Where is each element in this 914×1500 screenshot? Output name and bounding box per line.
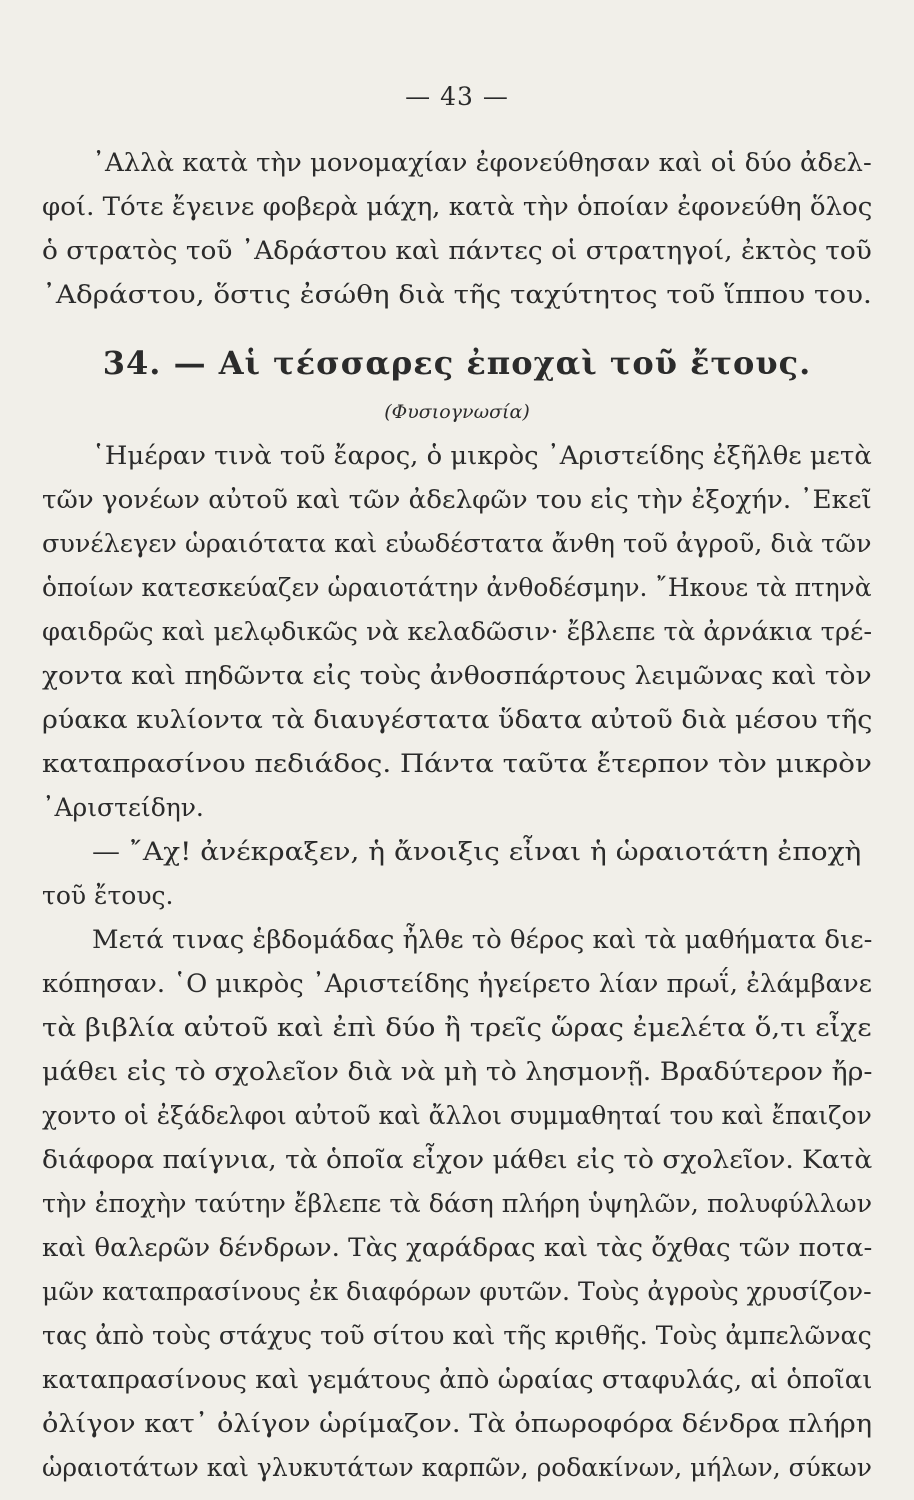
text-line: ρύακα κυλίοντα τὰ διαυγέστατα ὕδατα αὐτοῦ διὰ μέσου τῆς — [42, 705, 873, 734]
text-line: χοντο οἱ ἐξάδελφοι αὐτοῦ καὶ ἄλλοι συμμαθηταί του καὶ ἔπαιζον — [42, 1101, 872, 1130]
text-line: ᾿Αλλὰ κατὰ τὴν μονομαχίαν ἐφονεύθησαν καὶ οἱ δύο ἀδελ- — [92, 148, 872, 177]
text-line: ὡραιοτάτων καὶ γλυκυτάτων καρπῶν, ροδακίνων, μήλων, σύκων — [42, 1453, 872, 1482]
text-line: — ῎Αχ! ἀνέκραξεν, ἡ ἄνοιξις εἶναι ἡ ὡραιοτάτη ἐποχὴ — [92, 837, 862, 866]
section-heading: 34. — Αἱ τέσσαρες ἐποχαὶ τοῦ ἔτους. — [102, 344, 812, 382]
text-line: τοῦ ἔτους. — [42, 881, 174, 910]
text-line: χοντα καὶ πηδῶντα εἰς τοὺς ἀνθοσπάρτους λειμῶνας καὶ τὸν — [42, 661, 872, 690]
text-line: καταπρασίνου πεδιάδος. Πάντα ταῦτα ἔτερπον τὸν μικρὸν — [42, 749, 872, 778]
text-line: κόπησαν. ῾Ο μικρὸς ᾿Αριστείδης ἠγείρετο λίαν πρωΐ, ἐλάμβανε — [42, 969, 873, 998]
text-line: μάθει εἰς τὸ σχολεῖον διὰ νὰ μὴ τὸ λησμονῇ. Βραδύτερον ἤρ- — [42, 1057, 873, 1086]
text-line: συνέλεγεν ὡραιότατα καὶ εὐωδέστατα ἄνθη τοῦ ἀγροῦ, διὰ τῶν — [42, 529, 872, 558]
text-line: ᾿Αριστείδην. — [42, 793, 204, 822]
page-number: — 43 — — [405, 82, 509, 111]
text-line: Μετά τινας ἑβδομάδας ἦλθε τὸ θέρος καὶ τὰ μαθήματα διε- — [92, 925, 873, 954]
text-line: τας ἀπὸ τοὺς στάχυς τοῦ σίτου καὶ τῆς κριθῆς. Τοὺς ἀμπελῶνας — [42, 1321, 872, 1350]
section-subtitle: (Φυσιογνωσία) — [384, 401, 530, 423]
text-line: φοί. Τότε ἔγεινε φοβερὰ μάχη, κατὰ τὴν ὁποίαν ἐφονεύθη ὅλος — [42, 192, 873, 221]
text-line: ᾿Αδράστου, ὅστις ἐσώθη διὰ τῆς ταχύτητος τοῦ ἵππου του. — [42, 280, 872, 309]
text-line: ὁ στρατὸς τοῦ ᾿Αδράστου καὶ πάντες οἱ στρατηγοί, ἐκτὸς τοῦ — [42, 236, 872, 265]
text-line: ὁποίων κατεσκεύαζεν ὡραιοτάτην ἀνθοδέσμην. ῎Ηκουε τὰ πτηνὰ — [42, 573, 872, 602]
text-line: φαιδρῶς καὶ μελῳδικῶς νὰ κελαδῶσιν· ἔβλεπε τὰ ἀρνάκια τρέ- — [42, 617, 873, 646]
text-line: ῾Ημέραν τινὰ τοῦ ἔαρος, ὁ μικρὸς ᾿Αριστείδης ἐξῆλθε μετὰ — [92, 441, 872, 470]
text-line: καὶ θαλερῶν δένδρων. Τὰς χαράδρας καὶ τὰς ὄχθας τῶν ποτα- — [42, 1233, 873, 1262]
text-line: τῶν γονέων αὐτοῦ καὶ τῶν ἀδελφῶν του εἰς τὴν ἐξοχήν. ᾿Εκεῖ — [42, 485, 872, 514]
text-line: τὰ βιβλία αὐτοῦ καὶ ἐπὶ δύο ἢ τρεῖς ὥρας ἐμελέτα ὅ,τι εἶχε — [42, 1013, 872, 1042]
text-line: καταπρασίνους καὶ γεμάτους ἀπὸ ὡραίας σταφυλάς, αἱ ὁποῖαι — [42, 1365, 873, 1394]
text-line: μῶν καταπρασίνους ἐκ διαφόρων φυτῶν. Τοὺς ἀγροὺς χρυσίζον- — [42, 1277, 872, 1306]
text-line: διάφορα παίγνια, τὰ ὁποῖα εἶχον μάθει εἰς τὸ σχολεῖον. Κατὰ — [42, 1145, 873, 1174]
text-line: ὀλίγον κατ᾿ ὀλίγον ὡρίμαζον. Τὰ ὀπωροφόρα δένδρα πλήρη — [42, 1409, 873, 1438]
text-line: τὴν ἐποχὴν ταύτην ἔβλεπε τὰ δάση πλήρη ὑψηλῶν, πολυφύλλων — [42, 1189, 873, 1218]
